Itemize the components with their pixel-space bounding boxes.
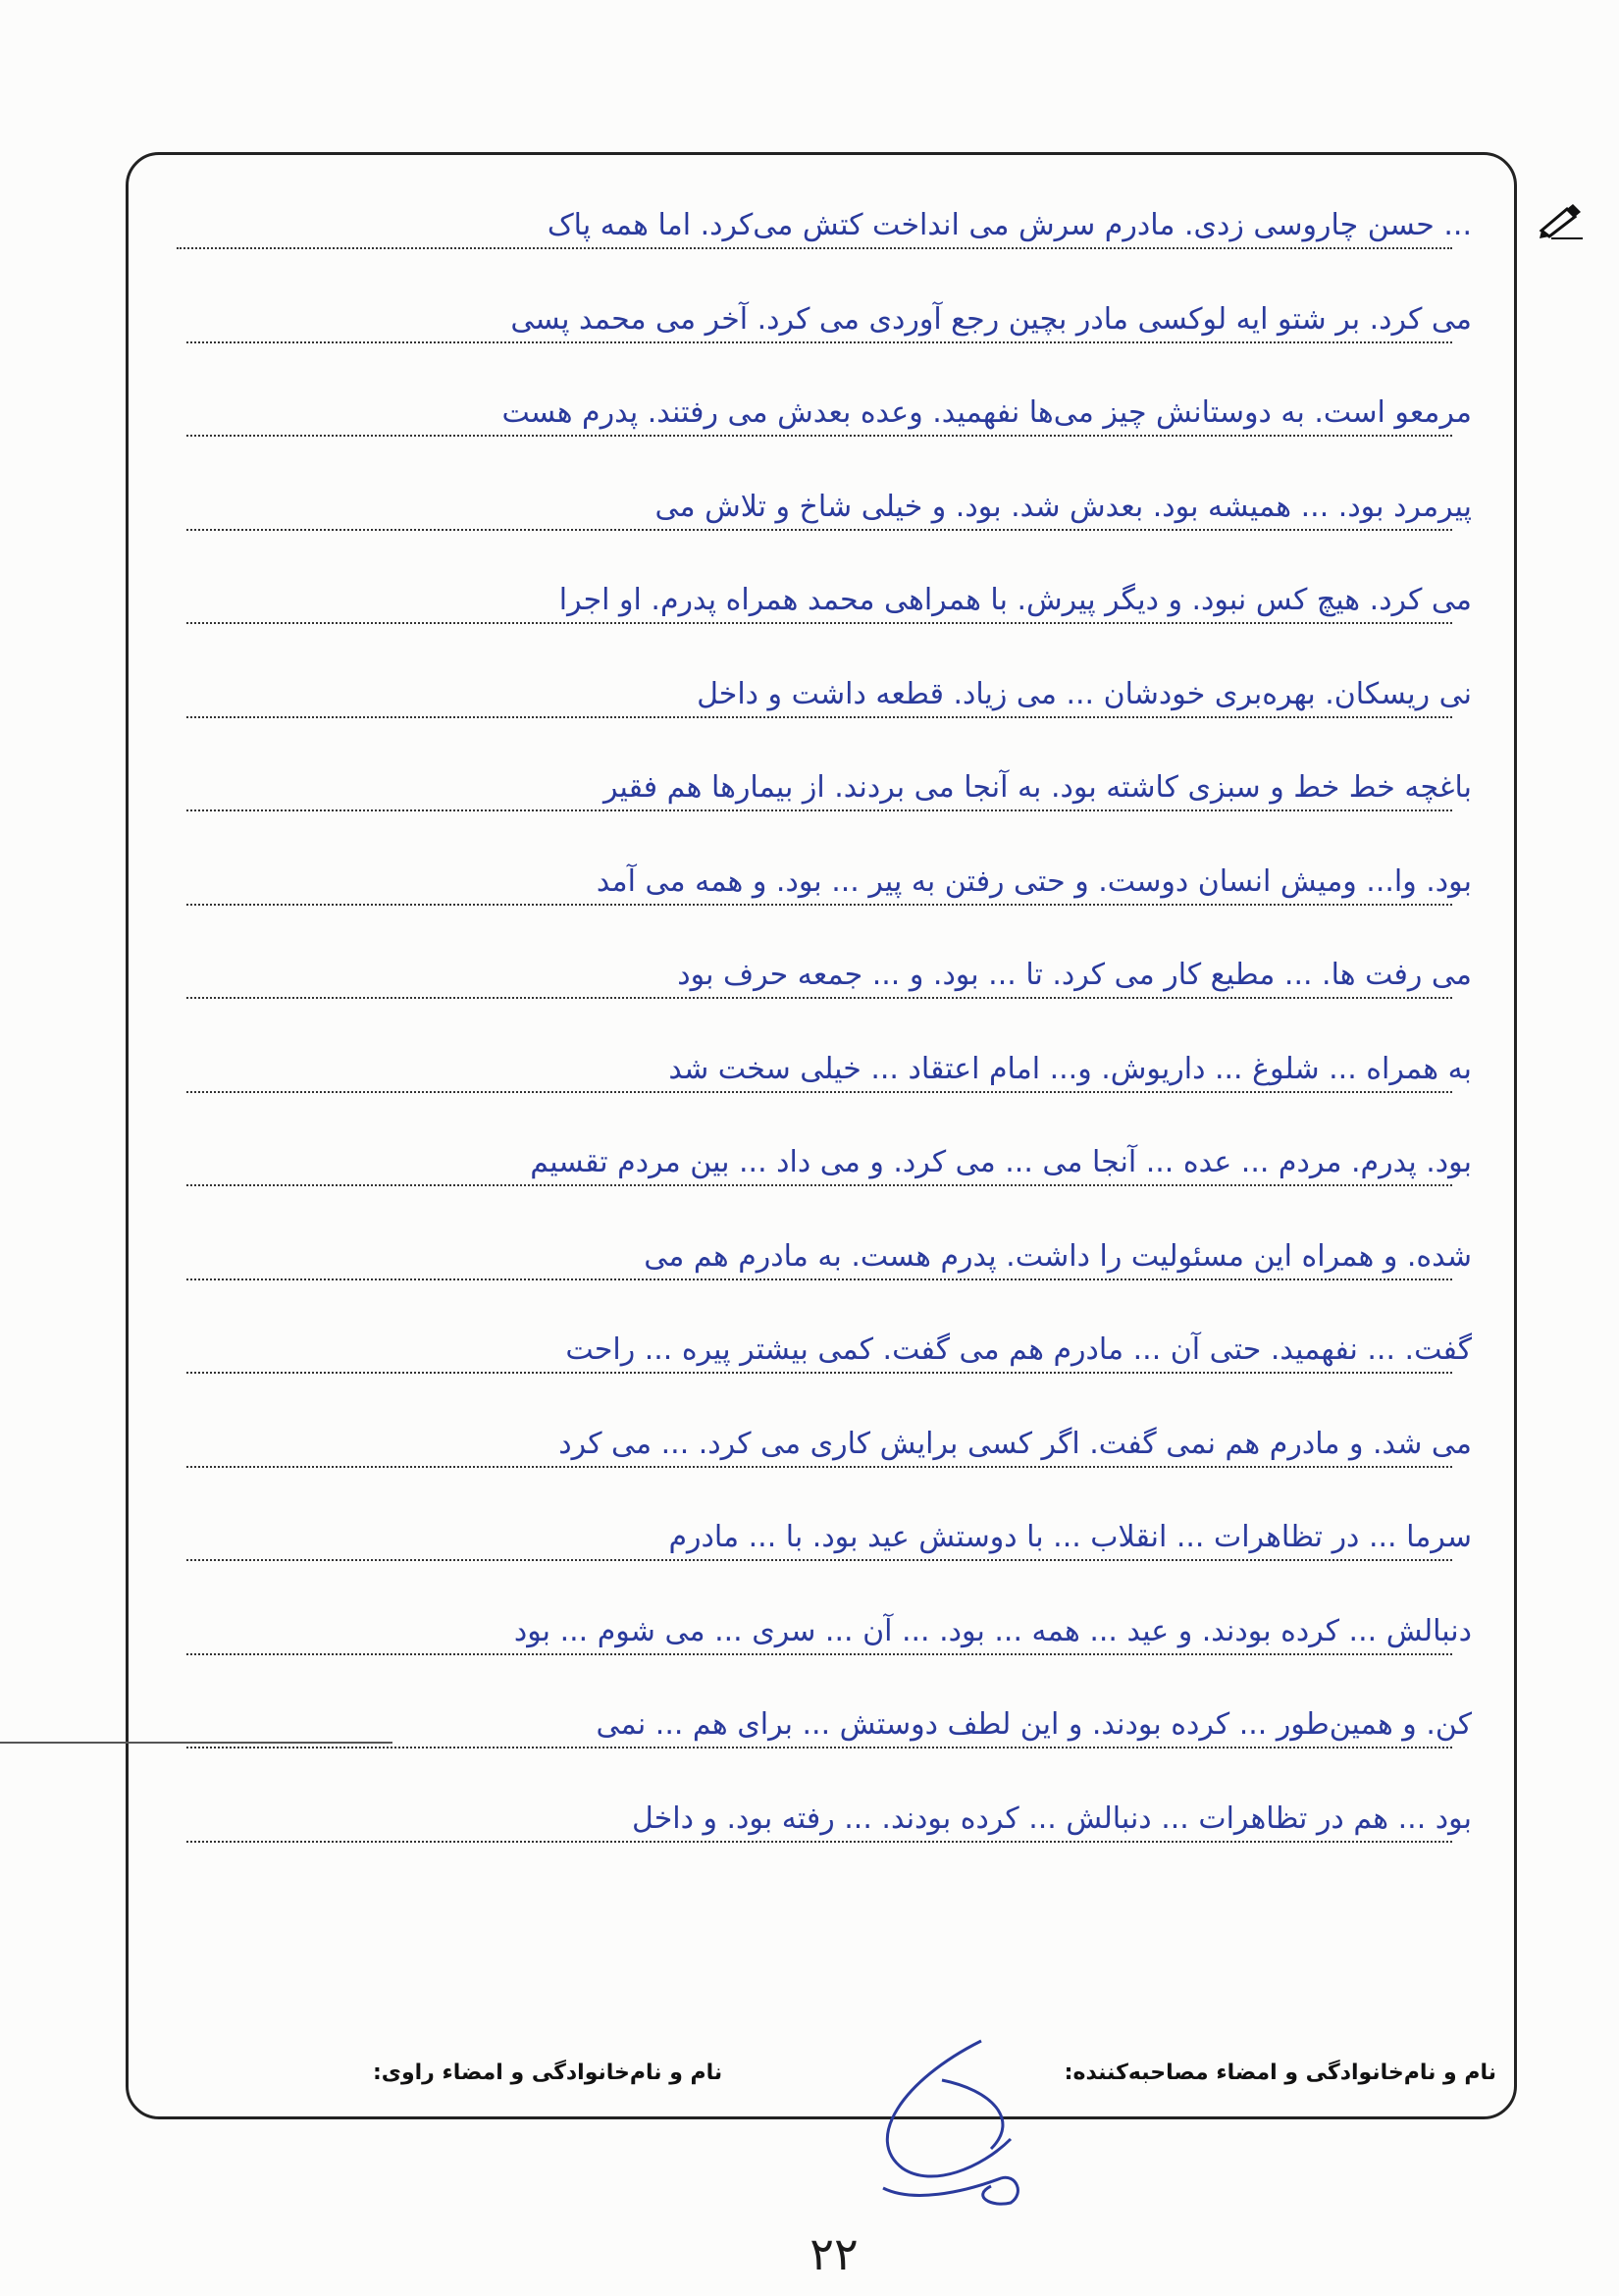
ruled-line <box>186 1747 1452 1748</box>
ruled-line <box>186 1184 1452 1186</box>
ruled-line <box>186 1372 1452 1374</box>
pen-writing-icon <box>1538 201 1587 240</box>
handwritten-line: نی ریسکان. بهره‌بری خودشان ... می زیاد. قطعه داشت و داخل <box>697 677 1472 711</box>
ruled-line <box>186 904 1452 906</box>
ruled-line <box>186 716 1452 718</box>
handwritten-line: بود. وا... ومیش انسان دوست. و حتی رفتن به پیر ... بود. و همه می آمد <box>596 864 1472 899</box>
handwritten-line: باغچه خط خط و سبزی کاشته بود. به آنجا می بردند. از بیمارها هم فقیر <box>603 770 1472 805</box>
handwritten-line: کن. و همین‌طور ... کرده بودند. و این لطف دوستش ... برای هم ... نمی <box>596 1707 1472 1742</box>
ruled-line <box>186 529 1452 531</box>
ruled-line <box>186 1841 1452 1843</box>
ruled-line <box>186 1653 1452 1655</box>
page-number: ۲۲ <box>810 2227 859 2280</box>
ruled-line <box>186 341 1452 343</box>
handwritten-line: ... حسن چاروسی زدی. مادرم سرش می انداخت کتش می‌کرد. اما همه پاک <box>547 208 1472 242</box>
handwritten-line: دنبالش ... کرده بودند. و عید ... همه ... بود. ... آن ... سری ... می شوم ... بود <box>513 1614 1472 1648</box>
handwritten-line: گفت. ... نفهمید. حتی آن ... مادرم هم می گفت. کمی بیشتر پیره ... راحت <box>565 1332 1472 1367</box>
signature-mark <box>844 2021 1089 2218</box>
handwritten-line: بود ... هم در تظاهرات ... دنبالش ... کرده بودند. ... رفته بود. و داخل <box>631 1801 1472 1836</box>
ruled-line <box>186 622 1452 624</box>
ruled-line <box>186 809 1452 811</box>
ruled-line <box>186 1091 1452 1093</box>
handwritten-line: به همراه ... شلوغ ... داریوش. و... امام اعتقاد ... خیلی سخت شد <box>668 1052 1472 1086</box>
handwritten-line: می شد. و مادرم هم نمی گفت. اگر کسی برایش کاری می کرد. ... می کرد <box>558 1427 1472 1461</box>
handwritten-line: شده. و همراه این مسئولیت را داشت. پدرم هست. به مادرم هم می <box>644 1239 1472 1274</box>
ruled-line <box>177 247 1452 249</box>
handwritten-line: سرما ... در تظاهرات ... انقلاب ... با دوستش عید بود. با ... مادرم <box>668 1520 1472 1554</box>
handwritten-line: می کرد. بر شتو ایه لوکسی مادر بچین رجع آوردی می کرد. آخر می محمد پسی <box>510 302 1472 337</box>
narrator-signature-label: نام و نام‌خانوادگی و امضاء راوی: <box>373 2061 723 2085</box>
ruled-line <box>186 435 1452 437</box>
interviewer-signature-label: نام و نام‌خانوادگی و امضاء مصاحبه‌کننده: <box>1064 2061 1496 2085</box>
ruled-line <box>186 997 1452 999</box>
margin-rule <box>0 1742 392 1744</box>
handwritten-line: پیرمرد بود. ... همیشه بود. بعدش شد. بود. و خیلی شاخ و تلاش می <box>654 490 1472 524</box>
handwritten-line: می کرد. هیچ کس نبود. و دیگر پیرش. با همراهی محمد همراه پدرم. او اجرا <box>558 583 1472 617</box>
handwritten-line: می رفت ها. ... مطیع کار می کرد. تا ... بود. و ... جمعه حرف بود <box>677 958 1472 992</box>
ruled-line <box>186 1466 1452 1468</box>
ruled-line <box>186 1278 1452 1280</box>
handwritten-line: مرمعو است. به دوستانش چیز می‌ها نفهمید. وعده بعدش می رفتند. پدرم هست <box>501 395 1472 430</box>
handwritten-line: بود. پدرم. مردم ... عده ... آنجا می ... می کرد. و می داد ... بین مردم تقسیم <box>530 1145 1472 1179</box>
ruled-line <box>186 1559 1452 1561</box>
